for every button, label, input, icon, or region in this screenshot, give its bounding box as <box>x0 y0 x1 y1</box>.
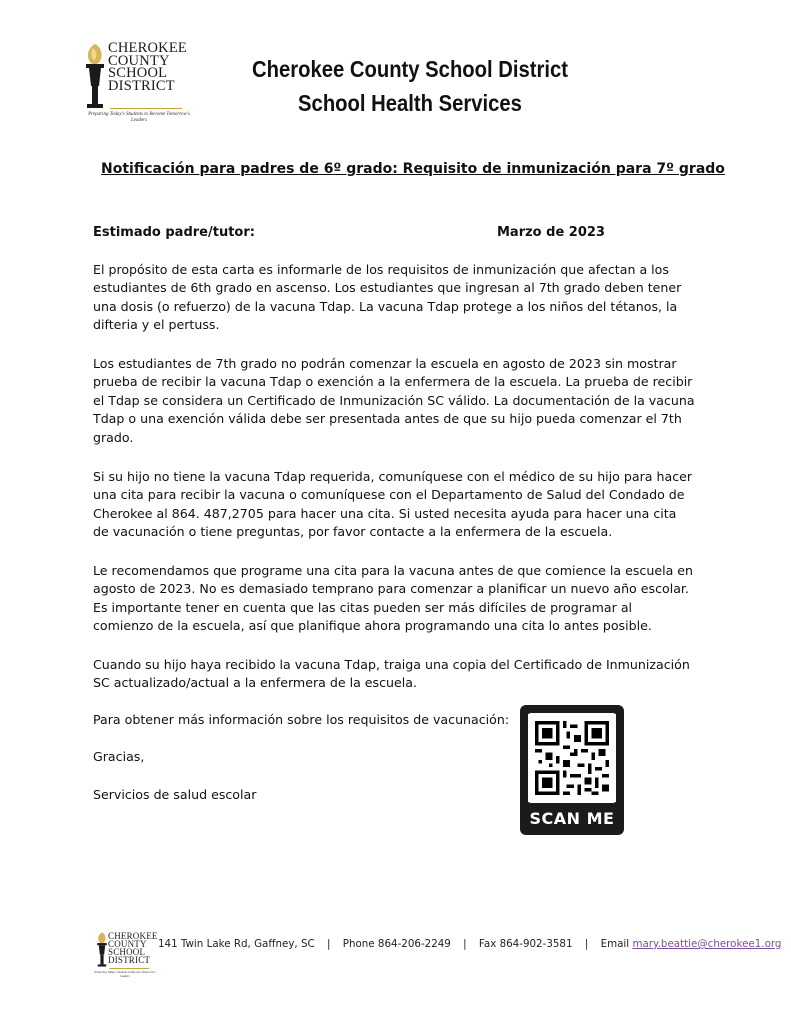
footer-logo-rule <box>109 968 149 969</box>
notice-title: Notificación para padres de 6º grado: Requisito de inmunización para 7º grado <box>101 161 725 177</box>
logo-line-2: COUNTY <box>108 52 170 69</box>
footer-logo-line-2: COUNTY <box>108 939 147 949</box>
footer-email-link[interactable]: mary.beattie@cherokee1.org <box>632 938 782 950</box>
paragraph-contact: Si su hijo no tiene la vacuna Tdap requerida, comuníquese con el médico de su hijo para hacer una cita para recibir la vacuna o comuníquese con el Departamento de Salud del Condado de Cherokee al 864. 487,2705 para hacer una cita. Si usted necesita ayuda para hacer una cita de vacunación o tiene preguntas, por favor contacte a la enfermera de la escuela. <box>93 469 693 540</box>
footer-logo-line-3: SCHOOL <box>108 947 146 957</box>
logo-tagline: Preparing Today's Students to Become Tomorrow's Leaders <box>88 112 190 123</box>
scan-me-label: SCAN ME <box>529 809 615 828</box>
footer-email-label: Email <box>600 938 630 950</box>
footer-separator: | <box>584 938 589 950</box>
torch-icon <box>80 40 110 114</box>
signature: Servicios de salud escolar <box>93 787 257 802</box>
paragraph-recommendation: Le recomendamos que programe una cita para la vacuna antes de que comience la escuela en agosto de 2023. No es demasiado temprano para comenzar a planificar un nuevo año escolar. Es importante tener en cuenta que las citas pueden ser más difíciles de programar al comienzo de la escuela, así que planifique ahora programando una cita lo antes posible. <box>93 563 694 634</box>
logo-line-4: DISTRICT <box>108 77 175 94</box>
logo-rule <box>110 108 182 109</box>
paragraph-requirement: Los estudiantes de 7th grado no podrán comenzar la escuela en agosto de 2023 sin mostrar prueba de recibir la vacuna Tdap o exención a la enfermera de la escuela. La prueba de recibir el Tdap se considera un Certificado de Inmunización SC válido. La documentación de la vacuna Tdap o una exención válida debe ser presentada antes de que su hijo pueda comenzar el 7th grado. <box>93 356 695 445</box>
paragraph-purpose: El propósito de esta carta es informarle de los requisitos de inmunización que afectan a los estudiantes de 6th grado en ascenso. Los estudiantes que ingresan al 7th grado deben tener una dosis (o refuerzo) de la vacuna Tdap. La vacuna Tdap protege a los niños del tétanos, la difteria y el pertuss. <box>93 262 682 333</box>
district-logo <box>80 38 190 128</box>
department-title: School Health Services <box>298 90 522 116</box>
footer-separator: | <box>463 938 467 950</box>
qr-code-image <box>528 713 616 803</box>
paragraph-certificate: Cuando su hijo haya recibido la vacuna Tdap, traiga una copia del Certificado de Inmunización SC actualizado/actual a la enfermera de la escuela. <box>93 657 690 691</box>
footer-logo <box>94 928 156 986</box>
footer-separator: | <box>326 938 331 950</box>
district-title: Cherokee County School District <box>251 56 569 82</box>
footer-address: 141 Twin Lake Rd, Gaffney, SC <box>158 938 315 950</box>
footer-logo-wordmark <box>108 932 158 964</box>
logo-wordmark <box>108 42 187 92</box>
closing-thanks: Gracias, <box>93 749 145 764</box>
letter-date: Marzo de 2023 <box>497 225 605 240</box>
qr-code[interactable] <box>520 705 624 835</box>
footer-logo-line-4: DISTRICT <box>108 955 151 965</box>
footer-logo-line-1: CHEROKEE <box>108 931 158 941</box>
logo-line-1: CHEROKEE <box>108 40 187 56</box>
paragraph-more-info: Para obtener más información sobre los requisitos de vacunación: <box>93 712 510 727</box>
qr-pattern-icon <box>528 713 616 803</box>
salutation: Estimado padre/tutor: <box>93 225 255 240</box>
footer-logo-tagline: Preparing Today's Students to Become Tomorrow's Leaders <box>94 970 156 978</box>
footer-phone: Phone 864-206-2249 <box>342 938 451 950</box>
logo-line-3: SCHOOL <box>108 65 168 82</box>
footer-contact <box>158 938 782 950</box>
footer-fax: Fax 864-902-3581 <box>478 938 573 950</box>
